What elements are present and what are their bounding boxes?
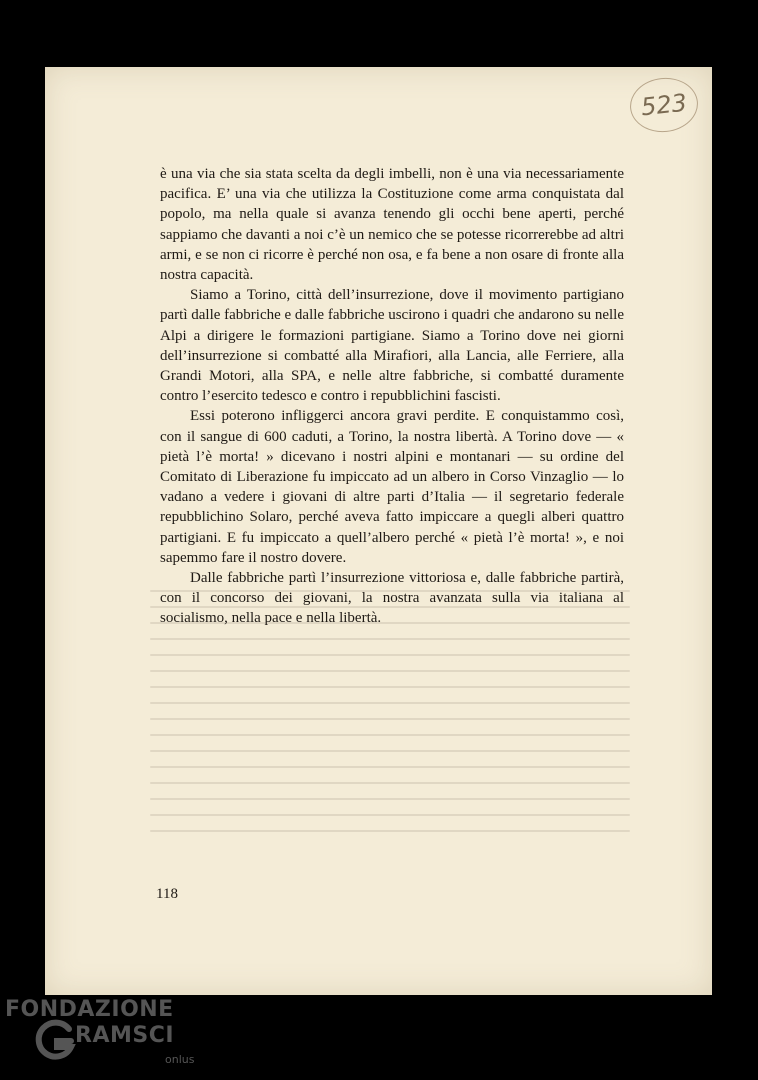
paragraph: Siamo a Torino, città dell’insurrezione, dove il movimento partigiano partì dalle fabbriche e dalle fabbriche uscirono i quadri che andarono su nelle Alpi a dirigere le formazioni partigiane. Siamo a Torino dove nei giorni dell’insurrezione si combatté alla Mirafiori, alla Lancia, alle Ferriere, alla Grandi Motori, alla SPA, e nelle altre fabbriche, si combatté duramente contro l’esercito tedesco e contro i repubblichini fascisti. — [160, 287, 624, 405]
logo-subtitle: onlus — [165, 1053, 195, 1066]
page-number: 118 — [156, 886, 178, 902]
logo-line2: RAMSCI — [75, 1023, 175, 1048]
bleed-through-text — [150, 590, 630, 860]
paragraph: Dalle fabbriche partì l’insurrezione vittoriosa e, dalle fabbriche partirà, con il concorso dei giovani, la nostra avanzata sulla via italiana al socialismo, nella pace e nella libertà. — [160, 570, 624, 627]
logo-line1: FONDAZIONE — [5, 997, 174, 1022]
logo-g-icon — [33, 1019, 77, 1063]
paragraph: è una via che sia stata scelta da degli imbelli, non è una via necessariamente pacifica. E’ una via che utilizza la Costituzione come arma conquistata dal popolo, ma nella quale si avanza tenendo gli occhi bene aperti, perché sappiamo che davanti a noi c’è un nemico che se potesse ricorrerebbe ad altri armi, e se non ci ricorre è perché non osa, e fa bene a non osare di fronte alla nostra capacità. — [160, 166, 624, 284]
paragraph: Essi poterono infliggerci ancora gravi perdite. E conquistammo così, con il sangue di 600 caduti, a Torino, la nostra libertà. A Torino dove — « pietà l’è morta! » dicevano i nostri alpini e montanari — su ordine del Comitato di Liberazione fu impiccato ad un albero in Corso Vinzaglio — lo vadano a vedere i giovani di altre parti d’Italia — il segretario federale repubblichino Solaro, perché aveva fatto impiccare a quegli alberi quattro partigiani. E fu impiccato a quell’albero perché « pietà l’è morta! », e noi sapemmo fare il nostro dovere. — [160, 408, 624, 566]
fondazione-gramsci-logo — [5, 997, 195, 1077]
body-text — [160, 164, 624, 629]
archive-number-stamp: 523 — [627, 75, 700, 136]
